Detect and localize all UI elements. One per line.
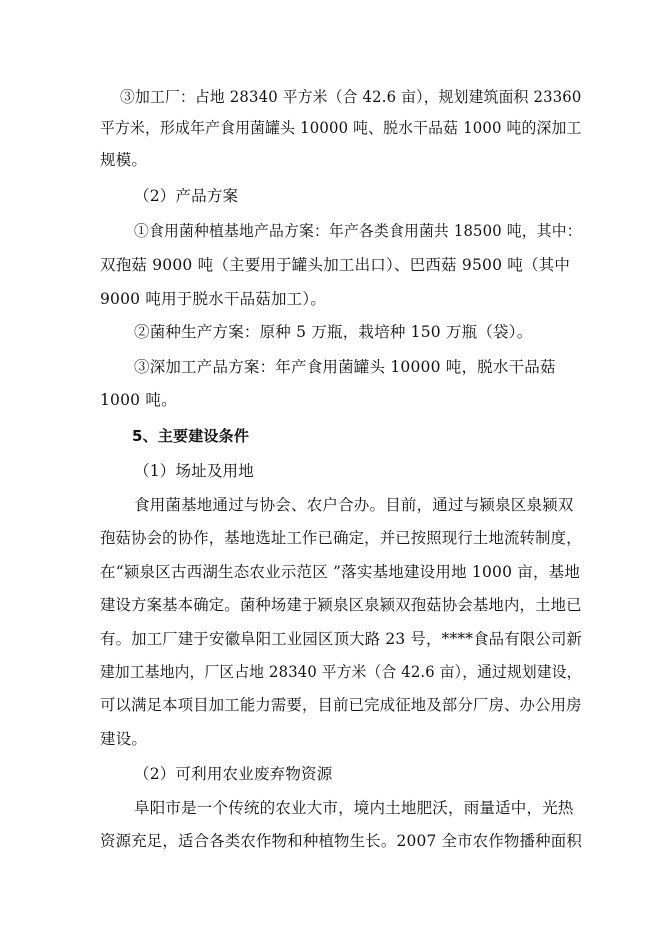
paragraph-base-products-line-2: 双孢菇 9000 吨（主要用于罐头加工出口）、巴西菇 9500 吨（其中: [100, 256, 571, 274]
paragraph-processing-plant-line-1: ③加工厂：占地 28340 平方米（合 42.6 亩），规划建筑面积 23360: [120, 88, 582, 106]
subheading-site-and-land: （1）场址及用地: [134, 462, 254, 480]
paragraph-processing-plant-line-2: 平方米，形成年产食用菌罐头 10000 吨、脱水干品菇 1000 吨的深加工: [100, 119, 582, 137]
paragraph-strain-production: ②菌种生产方案：原种 5 万瓶，栽培种 150 万瓶（袋）。: [134, 323, 533, 341]
subheading-product-plan: （2）产品方案: [134, 187, 239, 205]
paragraph-site-line-2: 孢菇协会的协作，基地选址工作已确定，并已按照现行土地流转制度，: [100, 529, 582, 547]
paragraph-deep-processing-line-1: ③深加工产品方案：年产食用菌罐头 10000 吨，脱水干品菇: [134, 358, 556, 376]
paragraph-site-line-7: 可以满足本项目加工能力需要，目前已完成征地及部分厂房、办公用房: [100, 696, 582, 714]
paragraph-site-line-5: 有。加工厂建于安徽阜阳工业园区顶大路 23 号，****食品有限公司新: [100, 630, 583, 648]
paragraph-processing-plant-line-3: 规模。: [100, 151, 148, 169]
paragraph-fuyang-line-2: 资源充足，适合各类农作物和种植物生长。2007 全市农作物播种面积: [100, 832, 582, 850]
section-heading-construction-conditions: 5、主要建设条件: [132, 427, 250, 445]
paragraph-site-line-8: 建设。: [100, 730, 148, 748]
paragraph-base-products-line-1: ①食用菌种植基地产品方案：年产各类食用菌共 18500 吨，其中：: [134, 222, 582, 240]
paragraph-base-products-line-3: 9000 吨用于脱水干品菇加工）。: [100, 290, 327, 308]
paragraph-deep-processing-line-2: 1000 吨。: [100, 391, 177, 409]
paragraph-site-line-4: 建设方案基本确定。菌种场建于颍泉区泉颍双孢菇协会基地内，土地已: [100, 596, 582, 614]
paragraph-fuyang-line-1: 阜阳市是一个传统的农业大市，境内土地肥沃，雨量适中，光热: [134, 799, 574, 817]
subheading-agricultural-waste: （2）可利用农业废弃物资源: [134, 765, 333, 783]
paragraph-site-line-1: 食用菌基地通过与协会、农户合办。目前，通过与颍泉区泉颍双: [134, 496, 574, 514]
paragraph-site-line-3: 在“颍泉区古西湖生态农业示范区 ”落实基地建设用地 1000 亩，基地: [100, 563, 581, 581]
paragraph-site-line-6: 建加工基地内，厂区占地 28340 平方米（合 42.6 亩），通过规划建设，: [100, 663, 582, 681]
